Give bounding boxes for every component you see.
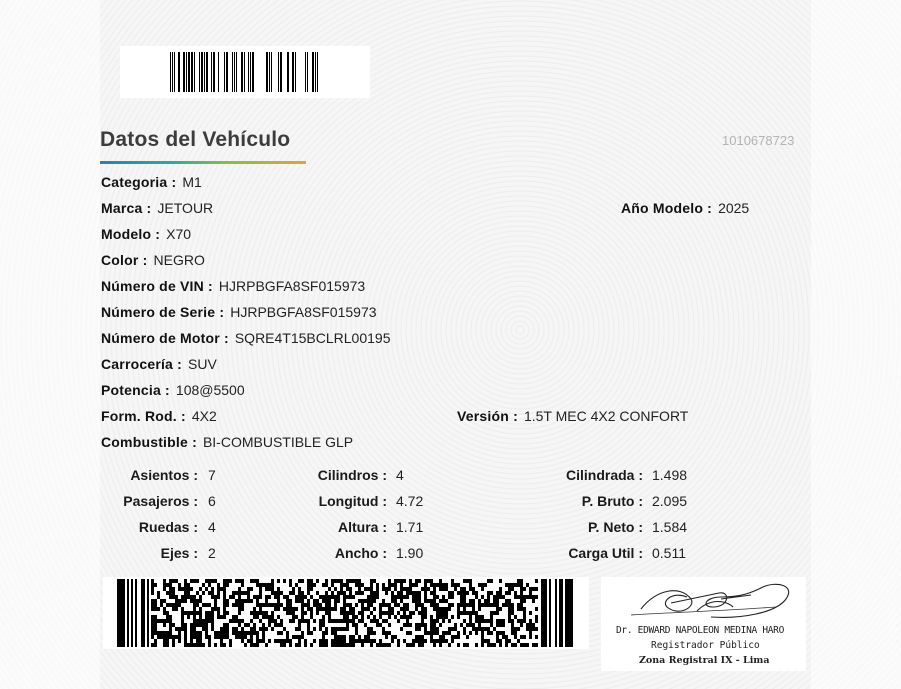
spec-label-cilindros: Cilindros : — [317, 467, 387, 483]
field-label: Categoria : — [101, 174, 177, 190]
spec-label-ruedas: Ruedas : — [138, 519, 198, 535]
top-barcode — [120, 46, 370, 98]
barcode-icon — [170, 52, 320, 92]
field-value: HJRPBGFA8SF015973 — [230, 304, 377, 320]
spec-label-asientos: Asientos : — [130, 467, 198, 483]
spec-label-pasajeros: Pasajeros : — [123, 493, 198, 509]
spec-value-ruedas: 4 — [208, 519, 216, 535]
spec-value-altura: 1.71 — [396, 519, 424, 535]
field-label: Marca : — [101, 200, 152, 216]
signature-icon — [601, 577, 806, 627]
spec-value-carga-util: 0.511 — [652, 545, 686, 561]
field-label: Carrocería : — [101, 356, 182, 372]
spec-value-ejes: 2 — [208, 545, 216, 561]
pdf417-icon — [117, 579, 575, 647]
field-carroceria — [101, 356, 217, 372]
spec-value-pasajeros: 6 — [208, 493, 216, 509]
signer-role: Registrador Público — [651, 640, 760, 651]
field-combustible — [101, 434, 353, 450]
title-underline — [100, 161, 306, 164]
field-value: SUV — [188, 356, 217, 372]
field-value: 1.5T MEC 4X2 CONFORT — [523, 408, 689, 424]
spec-label-cilindrada: Cilindrada : — [565, 467, 643, 483]
field-value: X70 — [166, 226, 192, 242]
pdf417-barcode — [103, 577, 589, 649]
field-vin — [101, 278, 365, 294]
left-margin — [0, 0, 100, 689]
field-anio-modelo — [621, 200, 749, 216]
spec-value-p-bruto: 2.095 — [652, 493, 688, 509]
field-color — [101, 252, 205, 268]
field-categoria — [101, 174, 202, 190]
right-margin — [811, 0, 901, 689]
signer-name: Dr. EDWARD NAPOLEON MEDINA HARO — [616, 625, 785, 636]
field-label: Número de VIN : — [101, 278, 213, 294]
field-potencia — [101, 382, 245, 398]
spec-label-ejes: Ejes : — [160, 545, 198, 561]
field-value: SQRE4T15BCLRL00195 — [234, 330, 391, 346]
field-value: 4X2 — [191, 408, 217, 424]
field-label: Potencia : — [101, 382, 170, 398]
field-serie — [101, 304, 377, 320]
field-label: Form. Rod. : — [101, 408, 186, 424]
spec-value-longitud: 4.72 — [396, 493, 424, 509]
spec-label-p-neto: P. Neto : — [588, 519, 643, 535]
spec-value-ancho: 1.90 — [396, 545, 424, 561]
field-label: Número de Motor : — [101, 330, 229, 346]
spec-label-carga-util: Carga Util : — [568, 545, 643, 561]
field-label: Modelo : — [101, 226, 161, 242]
field-value: BI-COMBUSTIBLE GLP — [202, 434, 354, 450]
field-label: Combustible : — [101, 434, 197, 450]
spec-value-p-neto: 1.584 — [652, 519, 688, 535]
field-value: NEGRO — [153, 252, 205, 268]
document-number: 1010678723 — [722, 133, 795, 148]
field-marca — [101, 200, 213, 216]
spec-label-longitud: Longitud : — [318, 493, 387, 509]
field-version — [457, 408, 688, 424]
spec-value-cilindros: 4 — [396, 467, 404, 483]
field-motor — [101, 330, 391, 346]
field-value: 2025 — [718, 200, 750, 216]
spec-value-asientos: 7 — [208, 467, 216, 483]
field-value: HJRPBGFA8SF015973 — [218, 278, 366, 294]
spec-label-altura: Altura : — [338, 519, 387, 535]
field-value: 108@5500 — [175, 382, 245, 398]
field-value: JETOUR — [157, 200, 214, 216]
field-label: Número de Serie : — [101, 304, 225, 320]
page-title: Datos del Vehículo — [100, 128, 291, 151]
spec-label-p-bruto: P. Bruto : — [581, 493, 643, 509]
field-value: M1 — [182, 174, 202, 190]
field-label: Versión : — [457, 408, 518, 424]
field-form-rod — [101, 408, 217, 424]
spec-label-ancho: Ancho : — [334, 545, 387, 561]
signer-zone: Zona Registral IX - Lima — [639, 655, 770, 666]
field-modelo — [101, 226, 191, 242]
signature-box — [601, 577, 806, 671]
field-label: Año Modelo : — [621, 200, 713, 216]
spec-value-cilindrada: 1.498 — [652, 467, 688, 483]
field-label: Color : — [101, 252, 148, 268]
